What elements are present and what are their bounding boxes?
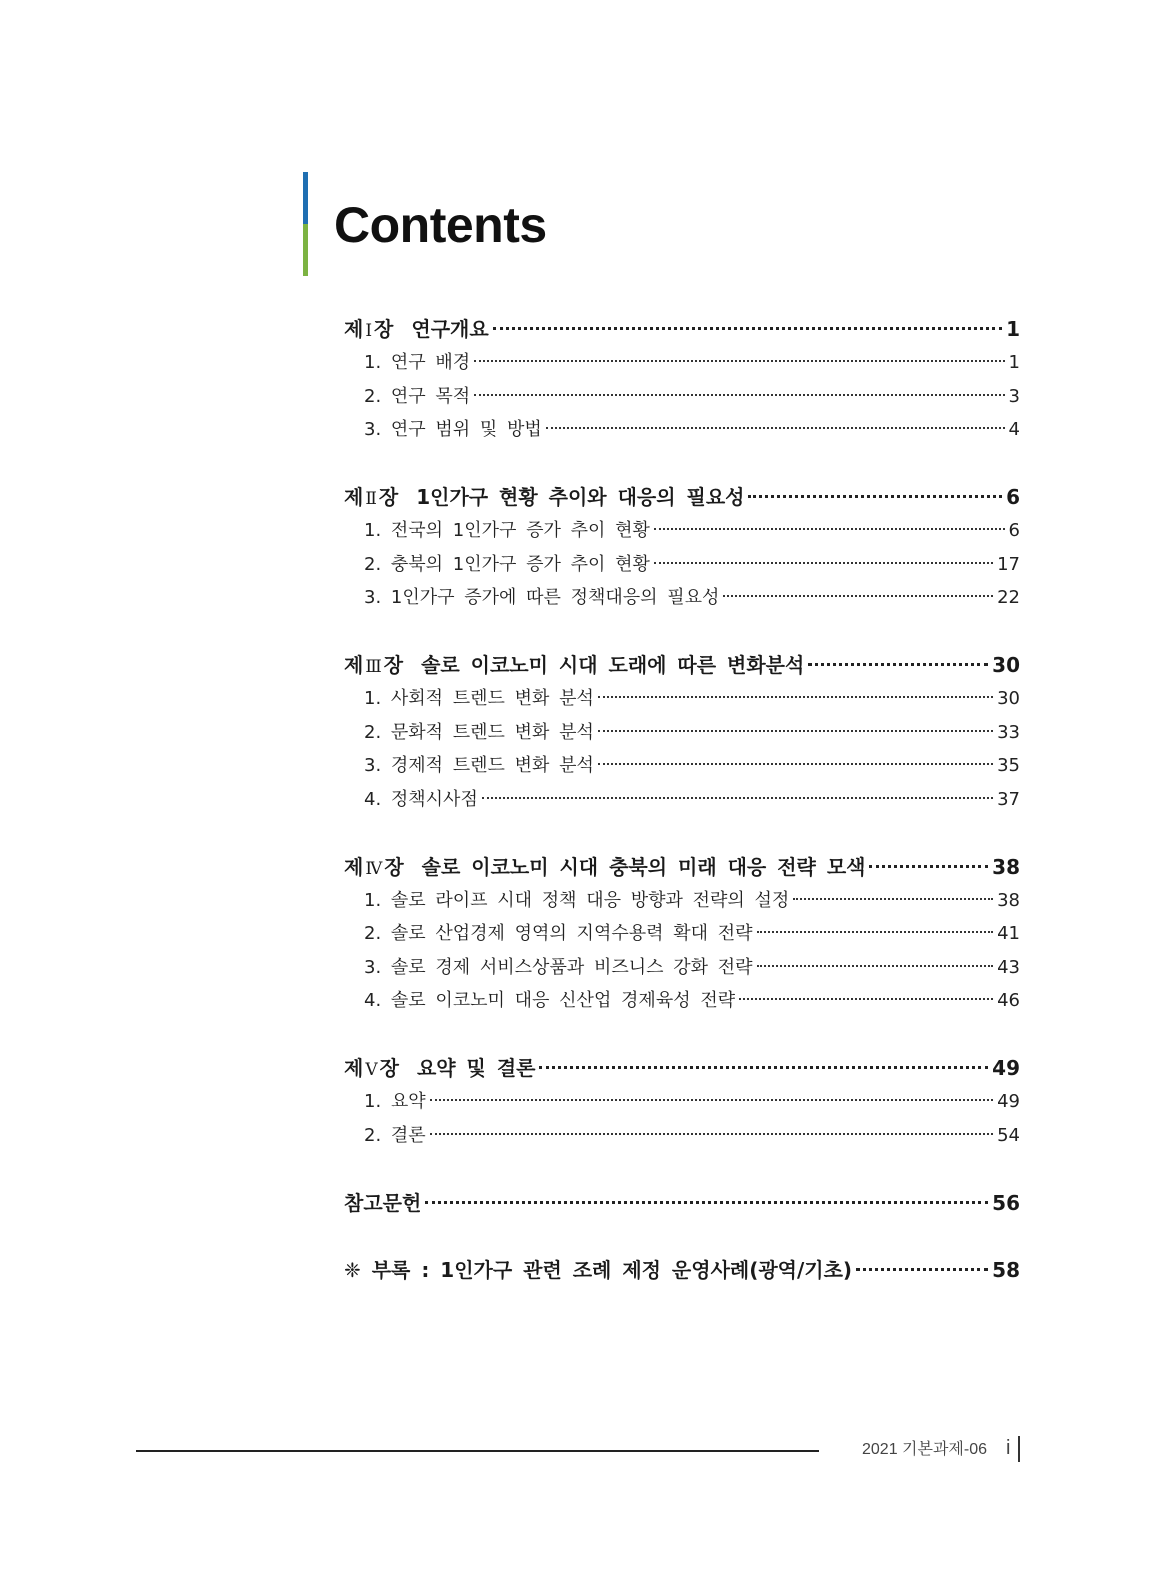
toc-section[interactable]	[344, 413, 1020, 447]
footer-report-id: 2021 기본과제-06	[862, 1441, 987, 1458]
page-number: 37	[997, 788, 1020, 810]
section-label: 4. 정책시사점	[364, 788, 478, 810]
section-label: 1. 솔로 라이프 시대 정책 대응 방향과 전략의 설정	[364, 889, 790, 911]
page-number: 56	[992, 1190, 1020, 1215]
toc-section[interactable]	[344, 380, 1020, 414]
chapter-label	[344, 1051, 535, 1087]
section-label: 3. 1인가구 증가에 따른 정책대응의 필요성	[364, 587, 720, 608]
toc-chapter-4[interactable]	[344, 850, 1020, 884]
toc-section[interactable]	[344, 346, 1020, 380]
page-number: 41	[997, 923, 1020, 944]
toc-section[interactable]	[344, 984, 1020, 1018]
page-number: 33	[997, 721, 1020, 743]
section-label: 2. 문화적 트렌드 변화 분석	[364, 721, 594, 743]
toc-section[interactable]	[344, 548, 1020, 582]
toc-chapter-3[interactable]	[344, 648, 1020, 682]
dot-leader	[757, 931, 994, 933]
chapter-number: 제 Ⅱ 장	[344, 485, 399, 509]
dot-leader	[474, 360, 1004, 362]
footer-page-number: i	[1006, 1437, 1011, 1459]
dot-leader	[430, 1133, 993, 1135]
toc-section[interactable]	[344, 716, 1020, 750]
section-label: 3. 경제적 트렌드 변화 분석	[364, 755, 594, 776]
chapter-label	[344, 312, 489, 348]
chapter-title: 연구개요	[411, 317, 489, 341]
chapter-label	[344, 850, 865, 886]
toc-section[interactable]	[344, 783, 1020, 817]
toc-section[interactable]	[344, 1119, 1020, 1153]
chapter-number: 제 Ⅲ 장	[344, 653, 404, 677]
page-number: 1	[1006, 317, 1020, 341]
chapter-label	[344, 648, 804, 684]
dot-leader	[425, 1201, 988, 1204]
dot-leader	[598, 763, 993, 765]
dot-leader	[546, 427, 1005, 429]
toc-section[interactable]	[344, 682, 1020, 716]
title-accent-bar-blue	[303, 172, 308, 224]
toc-section[interactable]	[344, 1085, 1020, 1119]
chapter-title: 요약 및 결론	[416, 1056, 536, 1080]
page-number: 6	[1006, 485, 1020, 509]
page-title: Contents	[334, 197, 547, 253]
toc-references[interactable]	[344, 1186, 1020, 1220]
dot-leader	[474, 394, 1004, 396]
toc-appendix[interactable]	[344, 1253, 1020, 1287]
chapter-title: 솔로 이코노미 시대 충북의 미래 대응 전략 모색	[421, 854, 866, 879]
page-number: 6	[1008, 520, 1020, 541]
page-number: 43	[997, 956, 1020, 978]
dot-leader	[869, 865, 988, 868]
chapter-title: 솔로 이코노미 시대 도래에 따른 변화분석	[421, 653, 805, 677]
page-number: 46	[997, 990, 1020, 1011]
page-number: 38	[997, 889, 1020, 911]
page-number: 1	[1008, 352, 1020, 373]
page-number: 54	[997, 1124, 1020, 1146]
page-number: 17	[997, 553, 1020, 575]
section-label: 1. 전국의 1인가구 증가 추이 현황	[364, 520, 650, 541]
dot-leader	[654, 528, 1005, 530]
toc-section[interactable]	[344, 951, 1020, 985]
toc-chapter-5[interactable]	[344, 1051, 1020, 1085]
dot-leader	[808, 663, 988, 666]
footer-divider	[136, 1450, 819, 1452]
dot-leader	[757, 965, 994, 967]
dot-leader	[748, 495, 1002, 498]
page-number: 4	[1008, 419, 1020, 440]
dot-leader	[723, 595, 993, 597]
toc-chapter-1[interactable]	[344, 312, 1020, 346]
page-number: 35	[997, 755, 1020, 776]
section-label: 3. 솔로 경제 서비스상품과 비즈니스 강화 전략	[364, 956, 753, 978]
page-number: 30	[992, 653, 1020, 677]
section-label: 3. 연구 범위 및 방법	[364, 419, 542, 440]
dot-leader	[539, 1066, 988, 1069]
chapter-title: 1인가구 현황 추이와 대응의 필요성	[416, 485, 745, 509]
chapter-number: 제 Ⅰ 장	[344, 317, 394, 341]
toc-section[interactable]	[344, 917, 1020, 951]
dot-leader	[856, 1268, 988, 1271]
toc-section[interactable]	[344, 749, 1020, 783]
chapter-number: 제 Ⅴ 장	[344, 1056, 399, 1080]
dot-leader	[482, 797, 993, 799]
toc-section[interactable]	[344, 514, 1020, 548]
chapter-label	[344, 480, 744, 516]
section-label: 2. 솔로 산업경제 영역의 지역수용력 확대 전략	[364, 923, 753, 944]
page-number: 38	[992, 854, 1020, 879]
page-number: 30	[997, 688, 1020, 709]
toc-section[interactable]	[344, 884, 1020, 918]
section-label: 2. 충북의 1인가구 증가 추이 현황	[364, 553, 650, 575]
dot-leader	[739, 998, 993, 1000]
dot-leader	[493, 327, 1002, 330]
table-of-contents	[344, 312, 1020, 1287]
dot-leader	[793, 898, 993, 900]
section-label: 1. 연구 배경	[364, 352, 471, 373]
dot-leader	[598, 696, 993, 698]
toc-chapter-2[interactable]	[344, 480, 1020, 514]
chapter-number: 제 Ⅳ 장	[344, 854, 404, 879]
section-label: 1. 요약	[364, 1091, 426, 1112]
page-number: 58	[992, 1258, 1020, 1282]
dot-leader	[598, 730, 993, 732]
page-number: 22	[997, 587, 1020, 608]
section-label: 2. 결론	[364, 1124, 426, 1146]
toc-section[interactable]	[344, 581, 1020, 615]
dot-leader	[430, 1099, 993, 1101]
page-number: 49	[992, 1056, 1020, 1080]
dot-leader	[654, 562, 993, 564]
page-number: 49	[997, 1091, 1020, 1112]
section-label: 4. 솔로 이코노미 대응 신산업 경제육성 전략	[364, 990, 736, 1011]
section-label: 2. 연구 목적	[364, 385, 471, 407]
title-accent-bar-green	[303, 224, 308, 276]
page-number: 3	[1008, 385, 1020, 407]
references-label: 참고문헌	[344, 1190, 422, 1215]
appendix-label: ❈ 부록 : 1인가구 관련 조례 제정 운영사례(광역/기초)	[344, 1258, 853, 1282]
section-label: 1. 사회적 트렌드 변화 분석	[364, 688, 594, 709]
footer-vertical-rule	[1018, 1436, 1020, 1462]
